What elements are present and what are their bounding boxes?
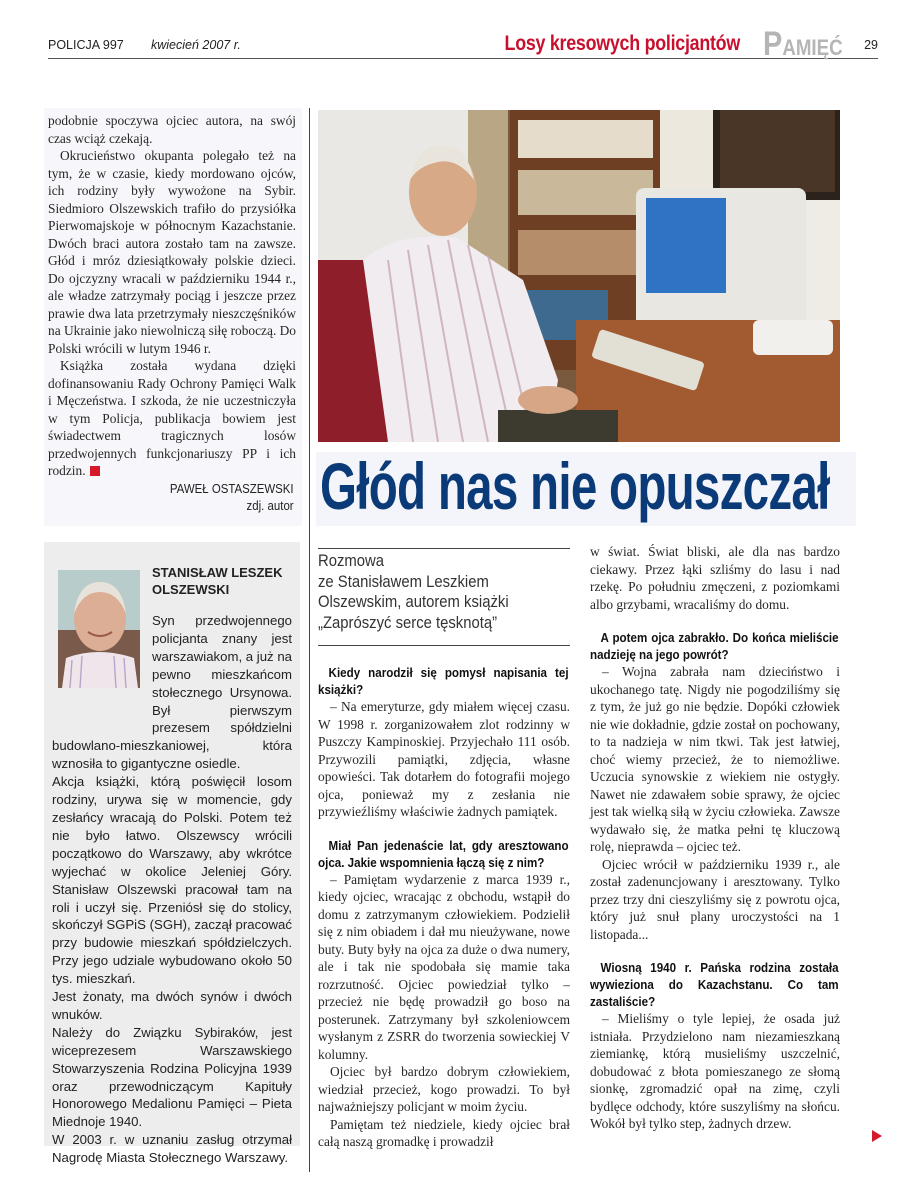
interview-answer: w świat. Świat bliski, ale dla nas bardzo ciekawy. Przez łąki szliśmy do lasu i nad rzekę. Po południu zmęczeni, z poziomkami albo grzybami, wracaliśmy do domu. — [590, 544, 840, 612]
interview-answer: Ojciec był bardzo dobrym człowiekiem, wiedział przecież, kogo prowadzi. To był najważniejszy policjant w moim życiu. — [318, 1064, 570, 1114]
section-name — [763, 25, 843, 64]
photo-illustration — [318, 110, 840, 442]
issue-date: kwiecień 2007 r. — [151, 38, 241, 52]
intro-line: Olszewskim, autorem książki — [318, 593, 509, 611]
interview-column-right — [590, 543, 840, 1133]
bio-paragraph: Syn przedwojennego policjanta znany jest warszawiakom, a już na pewno mieszkańcom stołecznego Ursynowa. Był pierwszym prezesem spółdzielni budowlano-mieszkaniowej, która wznosiła to gigantyczne osiedle. — [52, 613, 292, 772]
interview-question: Kiedy narodził się pomysł napisania tej książki? — [318, 665, 569, 697]
page-header — [48, 25, 878, 63]
author-name: PAWEŁ OSTASZEWSKI — [170, 481, 294, 496]
article-title: Głód nas nie opuszczał — [320, 449, 830, 523]
interview-column-middle — [318, 664, 570, 1151]
continue-arrow-icon — [872, 1130, 882, 1142]
bio-paragraph: Akcja książki, którą poświęcił losom rodziny, urywa się w momencie, gdy zesłańcy wracają do Polski. Potem też nie było łatwo. Olszewscy wrócili początkowo do Warszawy, aby wkrótce wyjechać w okolice Jeleniej Góry. Stanisław Olszewski pracował tam na roli i uczył się. Przeniósł się do stolicy, skończył SGPiS (SGH), zaczął pracować przy budowie mieszkań spółdzielczych. Przy jego udziale wybudowano około 50 tys. mieszkań. — [52, 774, 292, 987]
paragraph: Okrucieństwo okupanta polegało też na tym, że w czasie, kiedy mordowano ojców, ich rodziny były wywożone na Sybir. Siedmioro Olszewskich trafiło do przysiółka Pierwomajskoje w północnym Kazachstanie. Dwóch braci autora zostało tam na zawsze. Głód i mróz dziesiątkowały polskie dzieci. Do ojczyzny wracali w październiku 1944 r., ale władze zatrzymały pociąg i jeszcze przez prawie dwa lata przetrzymały nieszczęśników na Ukrainie jako niewolniczą siłę roboczą. Do Polski wrócili w lutym 1946 r. — [48, 148, 297, 356]
intro-line: „Zaprószyć serce tęsknotą” — [318, 613, 498, 632]
magazine-name: POLICJA 997 — [48, 38, 124, 52]
interview-answer: – Wojna zabrała nam dzieciństwo i ukochanego tatę. Nigdy nie pogodziliśmy się z tym, że już go nie będzie. Dopóki człowiek nie wie dokładnie, gdzie został on pochowany, to ta nadzieja w nim tkwi. Tak jest łatwiej, choć wiemy przecież, że to niemożliwe. Uczucia synowskie z wiekiem nie ostygły. Nawet nie zdawałem sobie sprawy, że ojciec jest tak wielką siłą w życiu człowieka. Zawsze wydawało się, że matka pełni tę kluczową rolę, nieprawda – ojciec też. — [590, 664, 840, 854]
photo-spacer — [52, 612, 152, 728]
column-divider — [309, 108, 310, 1172]
bio-name-line: STANISŁAW LESZEK — [152, 565, 283, 580]
paragraph-text: Książka została wydana dzięki dofinansowaniu Rady Ochrony Pamięci Walk i Męczeństwa. I szkoda, że nie uczestniczyła w tym Policja, publikacja bowiem jest świadectwem tragicznych losów przedwojennych funkcjonariuszy PP i ich rodzin. — [48, 358, 296, 478]
interview-answer: – Mieliśmy o tyle lepiej, że osada już istniała. Przydzielono nam niezamieszkaną ziemiankę, którą musieliśmy uszczelnić, dobudować z błota pomieszanego ze słomą sionkę, zgromadzić opał na zimę, czyli bydlęce odchody, które suszyliśmy na słońcu. Wokół był tylko step, żadnych drzew. — [590, 1011, 840, 1131]
interview-question: A potem ojca zabrakło. Do końca mieliście nadzieję na jego powrót? — [590, 630, 839, 662]
left-article — [44, 108, 302, 526]
photo-credit: zdj. autor — [246, 498, 294, 513]
interview-answer: Pamiętam też niedziele, kiedy ojciec brał całą naszą gromadkę i prowadził — [318, 1116, 570, 1149]
interview-question: Miał Pan jedenaście lat, gdy aresztowano ojca. Jakie wspomnienia łączą się z nim? — [318, 837, 569, 870]
article-intro — [318, 548, 570, 646]
interview-answer: – Na emeryturze, gdy miałem więcej czasu. W 1998 r. zorganizowałem zlot rodzinny w Puszczy Kampinoskiej. Przyjechało 111 osób. Przywozili pamiątki, zdjęcia, własne opowieści. Tak dotarłem do fotografii mojego ojca, ponieważ my z zesłania nie przywieźliśmy właściwie żadnych pamiątek. — [318, 699, 570, 819]
end-of-article-mark — [90, 466, 100, 476]
intro-line: ze Stanisławem Leszkiem — [318, 572, 489, 591]
paragraph: podobnie spoczywa ojciec autora, na swój czas wciąż czekają. — [48, 113, 296, 146]
section-initial: P — [763, 25, 783, 63]
bio-name — [152, 564, 282, 598]
main-photo — [318, 110, 840, 442]
left-article-text — [48, 112, 296, 480]
paragraph — [48, 357, 296, 480]
bio-paragraph: W 2003 r. w uznaniu zasług otrzymał Nagrodę Miasta Stołecznego Warszawy. — [52, 1132, 292, 1166]
bio-text — [52, 612, 292, 1167]
bio-paragraph: Należy do Związku Sybiraków, jest wiceprezesem Warszawskiego Stowarzyszenia Rodzina Policyjna 1939 oraz przewodniczącym Kapituły Honorowego Medalionu Pamięci – Pieta Miednoje 1940. — [52, 1024, 292, 1130]
interview-answer: – Pamiętam wydarzenie z marca 1939 r., kiedy ojciec, wracając z obchodu, wstąpił do domu z zatrzymanym człowiekiem. Podzielił się z nim obiadem i dał mu nieużywane, nowe buty. Buty były na ojca za duże o dwa numery, ale i tak nie spodobała się mamie taka rozrzutność. Ojciec powiedział tylko – przecież nie będę prowadził go boso na posterunek. Zatrzymany był szkoleniowcem wysłanym z ZSRR do tworzenia sowieckiej V kolumny. — [318, 871, 570, 1062]
bio-paragraph: Jest żonaty, ma dwóch synów i dwóch wnuków. — [52, 989, 292, 1022]
bio-name-line: OLSZEWSKI — [152, 582, 230, 597]
section-topic: Losy kresowych policjantów — [504, 32, 740, 55]
interview-question: Wiosną 1940 r. Pańska rodzina została wywieziona do Kazachstanu. Co tam zastaliście? — [590, 960, 839, 1009]
interview-answer: Ojciec wrócił w październiku 1939 r., ale został zadenuncjowany i aresztowany. Tylko przez trzy dni cieszyliśmy się z powrotu ojca, który już snuł plany uroczystości na 1 listopada... — [590, 856, 840, 942]
intro-line: Rozmowa — [318, 552, 385, 570]
section-rest: AMIĘĆ — [782, 35, 843, 60]
page-number: 29 — [864, 38, 878, 52]
bio-box — [44, 542, 300, 1166]
byline — [170, 480, 294, 514]
article-title-box — [316, 449, 856, 526]
